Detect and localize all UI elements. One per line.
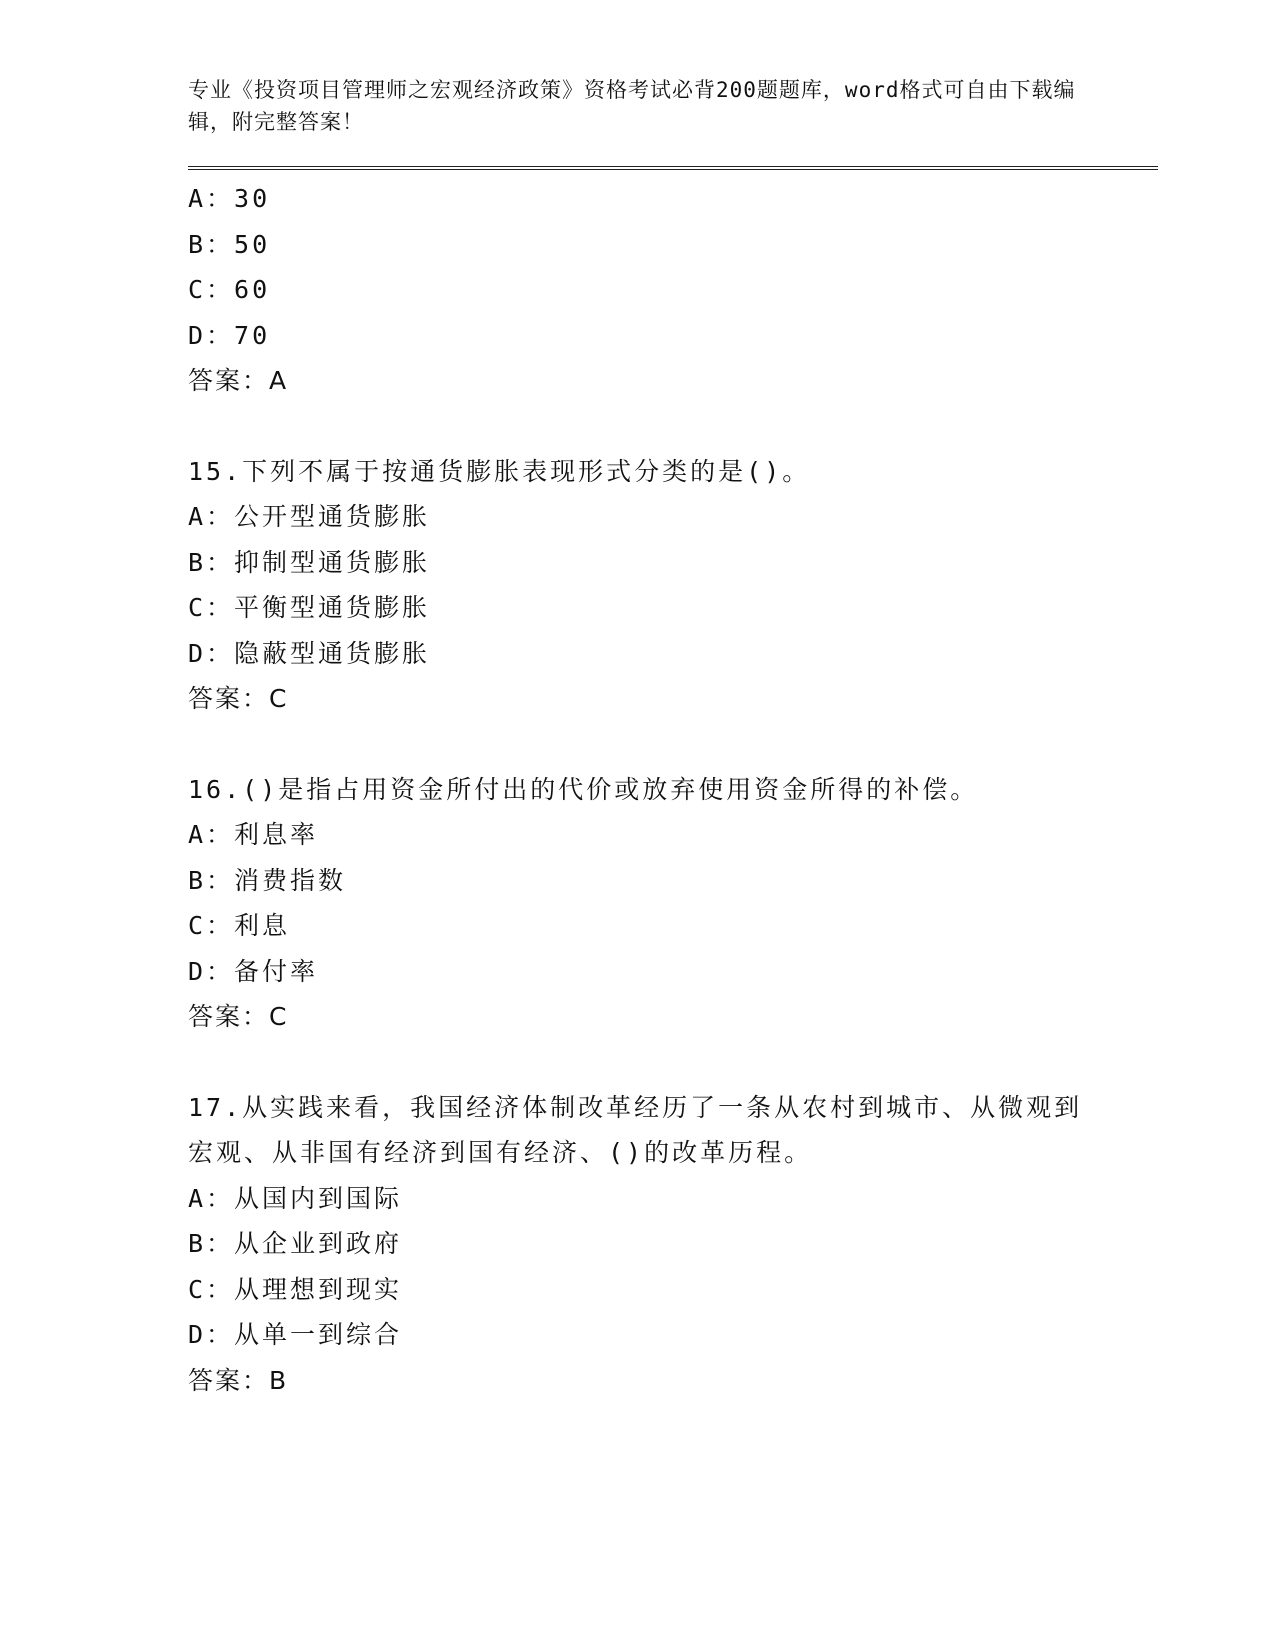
option-c: C：从理想到现实 <box>188 1274 403 1304</box>
option-b: B：50 <box>188 229 271 259</box>
option-b: B：消费指数 <box>188 865 347 895</box>
option-b: B：从企业到政府 <box>188 1229 403 1258</box>
question-block-14 <box>188 176 1158 404</box>
answer: 答案：C <box>188 684 289 713</box>
option-d: D：70 <box>188 320 271 350</box>
option-b: B：抑制型通货膨胀 <box>188 547 431 577</box>
document-header: 专业《投资项目管理师之宏观经济政策》资格考试必背200题题库，word格式可自由下载编辑，附完整答案！ <box>188 78 1076 134</box>
answer: 答案：A <box>188 366 289 395</box>
option-a: A：30 <box>188 184 271 213</box>
option-c: C：利息 <box>188 911 291 940</box>
question-text: 15.下列不属于按通货膨胀表现形式分类的是()。 <box>188 456 811 486</box>
option-d: D：隐蔽型通货膨胀 <box>188 638 431 668</box>
question-block-16 <box>188 767 1158 1040</box>
document-page <box>188 74 1158 1403</box>
header-divider <box>188 166 1158 170</box>
option-c: C：60 <box>188 275 271 304</box>
question-block-15 <box>188 449 1158 722</box>
question-block-17 <box>188 1085 1158 1404</box>
option-d: D：备付率 <box>188 956 319 986</box>
option-a: A：从国内到国际 <box>188 1183 403 1213</box>
option-c: C：平衡型通货膨胀 <box>188 593 431 622</box>
answer: 答案：B <box>188 1365 289 1395</box>
question-text: 17.从实践来看，我国经济体制改革经历了一条从农村到城市、从微观到宏观、从非国有经济到国有经济、()的改革历程。 <box>188 1092 1083 1167</box>
answer: 答案：C <box>188 1002 289 1031</box>
option-a: A：利息率 <box>188 820 319 849</box>
option-d: D：从单一到综合 <box>188 1320 403 1349</box>
option-a: A：公开型通货膨胀 <box>188 502 431 531</box>
question-text: 16.()是指占用资金所付出的代价或放弃使用资金所得的补偿。 <box>188 774 979 804</box>
